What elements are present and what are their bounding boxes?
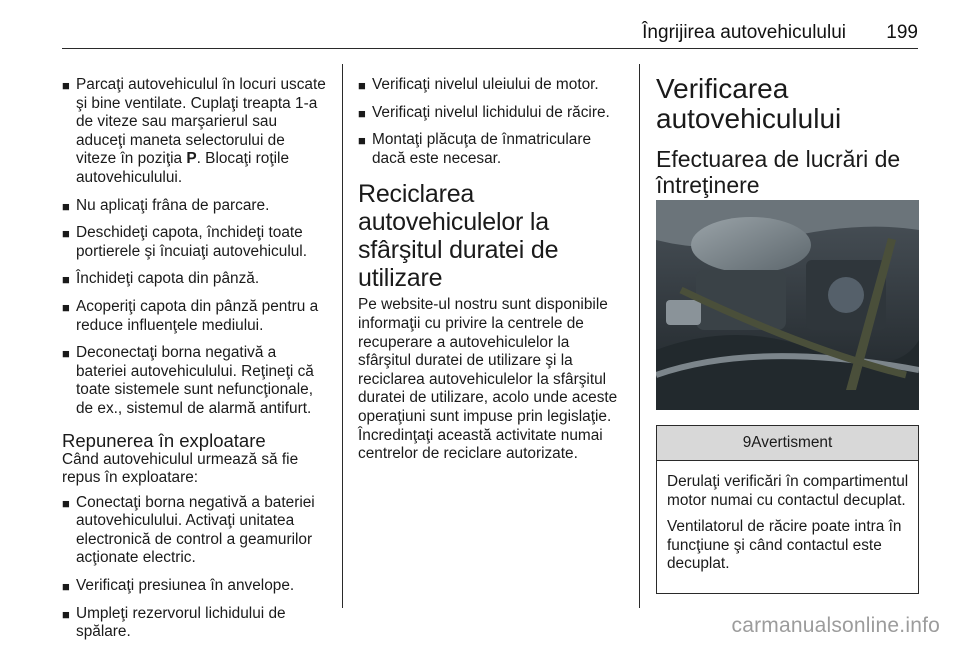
site-watermark: carmanualsonline.info [731, 614, 940, 637]
bullet-icon: ■ [62, 579, 70, 595]
page-header-title: Îngrijirea autovehiculului [642, 22, 846, 43]
list-item-text: Verificaţi presiunea în anvelope. [76, 577, 295, 595]
bullet-icon: ■ [358, 78, 366, 93]
column-divider [342, 64, 343, 608]
recycling-paragraph: Pe website-ul nostru sunt disponibile informaţii cu privire la centrele de recuperare a autovehiculelor la sfârşitul duratei de utilizare şi la reciclarea autovehiculelor la sfârşitul duratei de utilizare, acolo unde aceste operaţiuni sunt impuse prin legislaţie. Încredinţaţi această activitate numai centrelor de reciclare autorizate. [358, 296, 618, 463]
list-item-text: Verificaţi nivelul uleiului de motor. [372, 76, 599, 93]
engine-bay-illustration [656, 200, 919, 410]
list-item-text: Închideţi capota din pânză. [76, 270, 260, 288]
column-1 [62, 76, 328, 651]
list-item-text: Conectaţi borna negativă a bateriei autovehiculului. Activaţi unitatea electronică de control a geamurilor acţionate electric. [76, 493, 315, 567]
chapter-title: Verificarea autovehiculului [656, 73, 842, 134]
bullet-icon: ■ [62, 226, 70, 242]
section-heading-maintenance: Efectuarea de lucrări de întreţinere [656, 146, 901, 198]
bullet-icon: ■ [358, 105, 366, 121]
list-item-text: Deconectaţi borna negativă a bateriei autovehiculului. Reţineţi că toate sistemele sunt nefuncţionale, de ex., sistemul de alarmă antifurt. [76, 344, 314, 417]
bullet-icon: ■ [62, 272, 70, 288]
column-divider [639, 64, 640, 608]
bullet-icon: ■ [62, 495, 70, 511]
warning-paragraph: Ventilatorul de răcire poate intra în funcţiune şi când contactul este decuplat. [667, 518, 902, 573]
list-item [62, 298, 328, 335]
warning-paragraph: Derulaţi verificări în compartimentul motor numai cu contactul decuplat. [667, 473, 909, 509]
bullet-icon: ■ [62, 346, 70, 362]
list-item-text: Deschideţi capota, închideţi toate portierele şi încuiaţi autovehiculul. [76, 224, 307, 260]
column-2 [358, 76, 624, 464]
list-item-text: Verificaţi nivelul lichidului de răcire. [372, 103, 610, 121]
gear-position-label: P [186, 150, 197, 168]
page-number: 199 [886, 22, 918, 43]
list-item-text: Parcaţi autovehiculul în locuri uscate şi bine ventilate. Cuplaţi treapta 1-a de viteze sau marşarierul sau aduceţi maneta selectorului de viteze în poziţia [76, 76, 326, 168]
list-item [358, 131, 624, 168]
list-item-text: Montaţi plăcuţa de înmatriculare dacă este necesar. [372, 131, 592, 167]
list-item [62, 197, 328, 216]
list-item [358, 76, 624, 95]
list-item [358, 104, 624, 123]
list-item-text: . Blocaţi roţile autovehiculului. [76, 150, 290, 186]
list-item [62, 605, 328, 642]
bullet-icon: ■ [62, 198, 70, 214]
list-item [62, 577, 328, 596]
warning-title: Avertisment [751, 434, 833, 451]
bullet-icon: ■ [62, 606, 70, 622]
bullet-icon: ■ [358, 133, 366, 149]
warning-box [656, 425, 919, 594]
list-item [62, 494, 328, 568]
list-item [62, 224, 328, 261]
page-header [62, 14, 918, 49]
bullet-icon: ■ [62, 78, 70, 93]
list-item [62, 270, 328, 289]
engine-compartment-photo [656, 200, 919, 410]
list-item-text: Nu aplicaţi frâna de parcare. [76, 196, 270, 214]
section-heading-recommissioning: Repunerea în exploatare [62, 429, 266, 451]
list-item-text: Acoperiţi capota din pânză pentru a reduce influenţele mediului. [76, 297, 319, 334]
bullet-icon: ■ [62, 299, 70, 315]
section-heading-recycling: Reciclarea autovehiculelor la sfârşitul duratei de utilizare [358, 180, 559, 293]
column-3 [656, 73, 919, 198]
warning-body [657, 461, 918, 574]
warning-header [657, 426, 918, 461]
list-item [62, 344, 328, 418]
section-intro: Când autovehiculul urmează să fie repus în exploatare: [62, 450, 299, 487]
warning-triangle-icon: 9 [742, 434, 752, 451]
list-item-text: Umpleţi rezervorul lichidului de spălare. [76, 604, 286, 641]
list-item [62, 76, 328, 188]
